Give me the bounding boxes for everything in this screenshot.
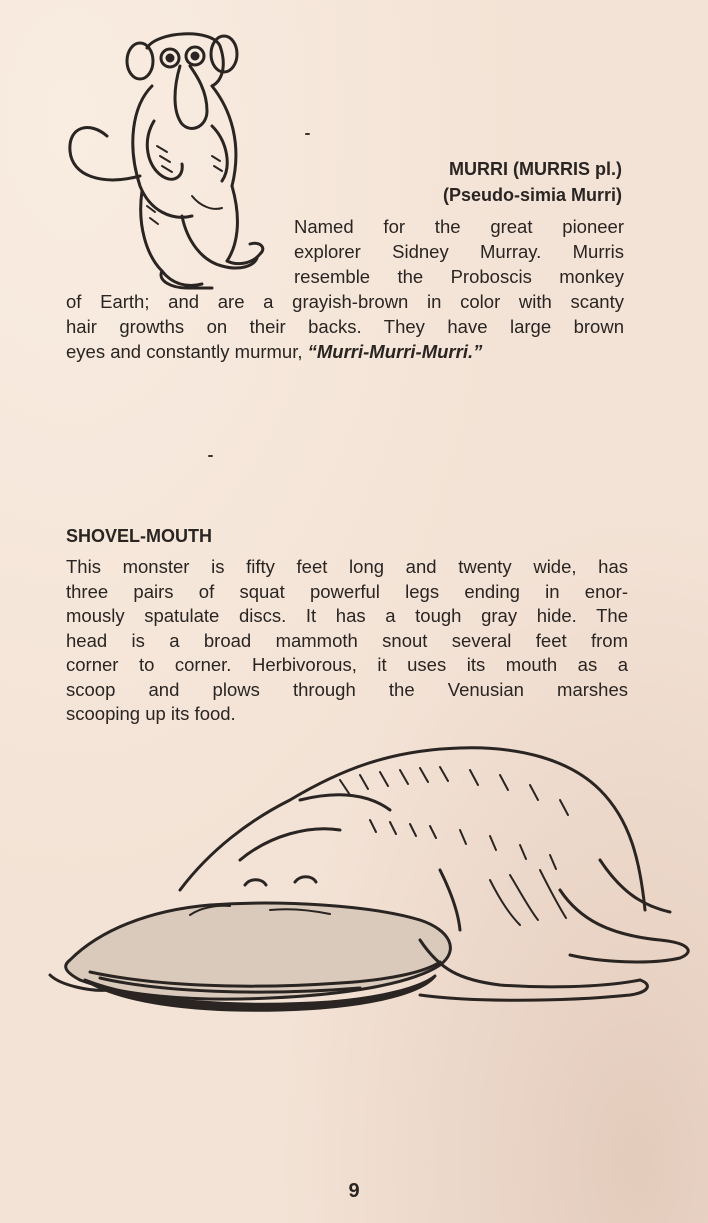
murri-heading: MURRI (MURRIS pl.) [449, 159, 622, 179]
shovel-line: scooping up its food. [66, 703, 236, 724]
murri-line: hair growths on their backs. They have large brown [66, 316, 624, 337]
murri-last-line-text: eyes and constantly murmur, [66, 341, 308, 362]
shovel-mouth-heading: SHOVEL-MOUTH [66, 526, 212, 546]
print-speck [305, 133, 310, 135]
murri-line: Named for the great pioneer [294, 216, 624, 237]
shovel-line: scoop and plows through the Venusian marshes [66, 678, 628, 700]
shovel-line: corner to corner. Herbivorous, it uses its mouth as a [66, 654, 628, 675]
murri-description [66, 214, 624, 364]
murri-line: of Earth; and are a grayish-brown in color with scanty [66, 291, 624, 312]
print-speck [208, 455, 213, 457]
shovel-mouth-illustration [40, 740, 700, 1015]
murri-quote: “Murri-Murri-Murri.” [307, 341, 483, 362]
page-number: 9 [348, 1180, 360, 1202]
murri-line: resemble the Proboscis monkey [294, 266, 624, 287]
murri-line: explorer Sidney Murray. Murris [294, 241, 624, 262]
shovel-line: mously spatulate discs. It has a tough gray hide. The [66, 605, 628, 626]
shovel-line: This monster is fifty feet long and twenty wide, has [66, 556, 628, 577]
shovel-line: three pairs of squat powerful legs ending in enor- [66, 580, 628, 602]
shovel-mouth-description [66, 555, 628, 727]
murri-heading-block [443, 156, 622, 208]
murri-last-line [66, 339, 624, 364]
murri-scientific-name: (Pseudo-simia Murri) [442, 185, 622, 205]
shovel-line: head is a broad mammoth snout several feet from [66, 629, 628, 651]
